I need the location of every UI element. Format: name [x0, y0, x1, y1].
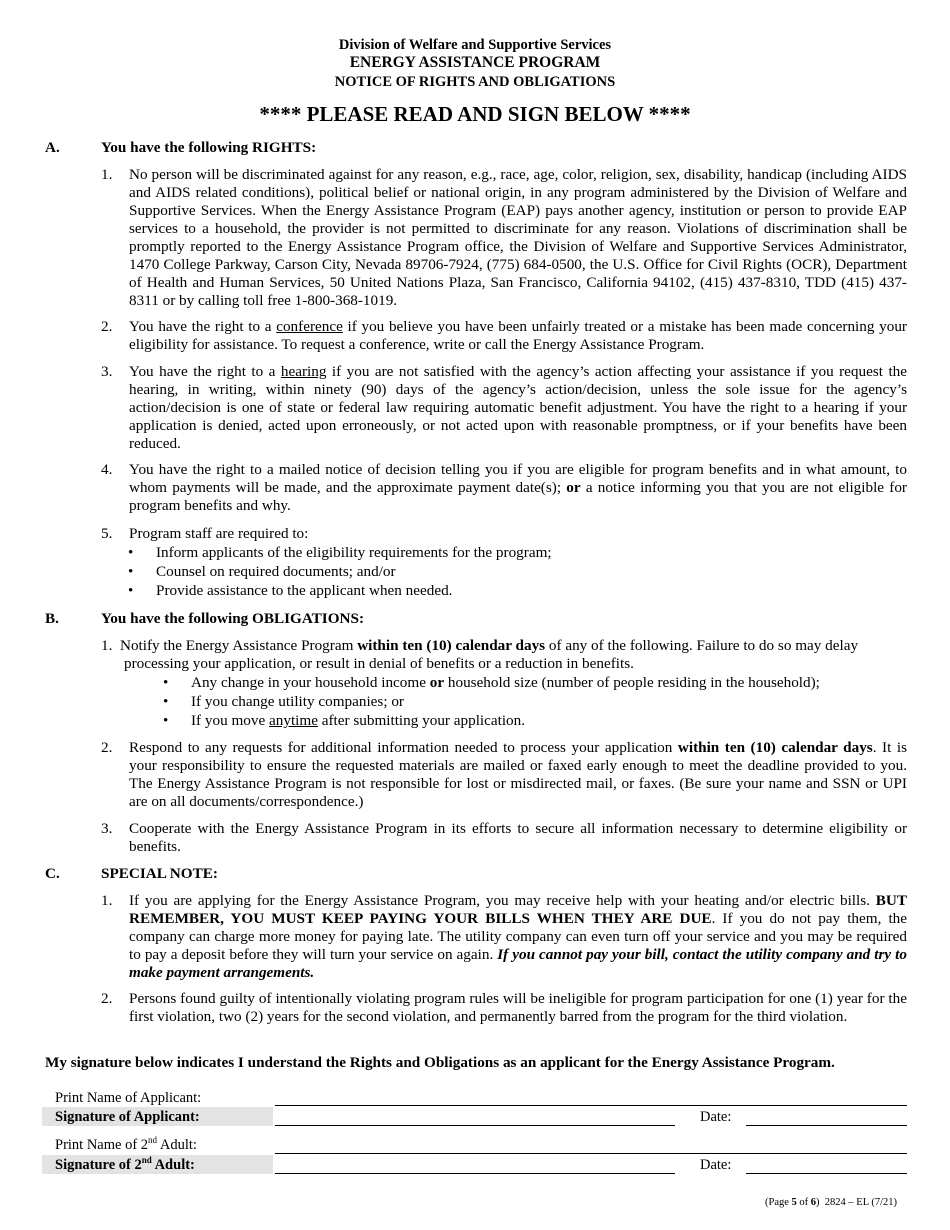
obligations-item-2: [101, 739, 907, 811]
special-note-item-1-text: If you are applying for the Energy Assistance Program, you may receive help with your heating and/or electric bills. BUT REMEMBER, YOU MUST KEEP PAYING YOUR BILLS WHEN THEY ARE DUE. If you do not pay them, the company can charge more money for paying late. The utility company can even turn off your service and you may be required to pay a deposit before they will turn your service on again. If you cannot pay your bill, contact the utility company and try to make payment arrangements.: [129, 892, 908, 981]
special-note-item-1: [101, 892, 907, 982]
obligations-item-1-line2: processing your application, or result in denial of benefits or a reduction in benefits.: [124, 655, 634, 672]
applicant-date-label: Date:: [700, 1109, 732, 1125]
section-a-letter: A.: [45, 139, 60, 156]
hearing-term: hearing: [280, 363, 327, 380]
document-page: Division of Welfare and Supportive Services ENERGY ASSISTANCE PROGRAM NOTICE OF RIGHTS AND OBLIGATIONS **** PLEASE READ AND SIGN BELOW **** A. You have the following RIGHTS: 1. No person will be discriminated against for any reason, e.g., race, age, color, religion, sex, disability, handicap (including AIDS and AIDS related conditions), political belief or national origin, in any program administered by the Division of Welfare and Supportive Services. When the Energy Assistance Program (EAP) pays another agency, institution or person to provide EAP services to a household, the provider is not permitted to discriminate for any reason. Violations of discrimination shall be promptly reported to the Energy Assistance Program office, the Division of Welfare and Supportive Services Administrator, 1470 College Parkway, Carson City, Nevada 89706-7924, (775) 684-0500, the U.S. Office for Civil Rights (OCR), Department of Health and Human Services, 50 United Nations Plaza, San Francisco, California 94102, (415) 437-8310, TDD (415) 437-8311 or by calling toll free 1-800-368-1019. 2. You have the right to a conference if you believe you have been unfairly treated or a mistake has been made concerning your eligibility for assistance. To request a conference, write or call the Energy Assistance Program. 3. You have the right to a hearing if you are not satisfied with the agency’s action affecting your assistance if you request the hearing, in writing, within ninety (90) days of the agency’s action/decision, unless the sole issue for the agency’s action/decision is one of state or federal law requiring automatic benefit adjustment. You have the right to a hearing if your application is denied, acted upon erroneously, or not acted upon with reasonable promptness, or if your benefits have been reduced. 4. You have the right to a mailed notice of decision telling you if you are eligible for program benefits and in what amount, to whom payments will be made, and the approximate payment date(s); or a notice informing you that you are not eligible for program benefits and why. 5. Program staff are required to: • Inform applicants of the eligibility requirements for the program; • Counsel on required documents; and/or • Provide assistance to the applicant when needed. B. You have the following OBLIGATIONS: 1. Notify the Energy Assistance Program within ten (10) calendar days of any of the following. Failure to do so may delay processing your application, or result in denial of benefits or a reduction in benefits. • Any change in your household income or household size (number of people residing in the household); • If you change utility companies; or • If you move anytime after submitting your application. 2. Respond to any requests for additional information needed to process your application within ten (10) calendar days. It is your responsibility to ensure the requested materials are mailed or faxed early enough to meet the deadline provided to you. The Energy Assistance Program is not responsible for lost or misdirected mail, or faxes. (Be sure your name and SSN or UPI are on all documents/correspondence.) 3. Cooperate with the Energy Assistance Program in its efforts to secure all information necessary to determine eligibility or benefits. C. SPECIAL NOTE: 1. If you are applying for the Energy Assistance Program, you may receive help with your heating and/or electric bills. BUT REMEMBER, YOU MUST KEEP PAYING YOUR BILLS WHEN THEY ARE DUE. If you do not pay them, the company can charge more money for paying late. The utility company can even turn off your service and you may be required to pay a deposit before they will turn your service on again. If you cannot pay your bill, contact the utility company and try to make payment arrangements. 2. Persons found guilty of intentionally violating program rules will be ineligible for program participation for one (1) year for the first violation, two (2) years for the second violation, and permanently barred from the program for the third violation. My signature below indicates I understand the Rights and Obligations as an applicant for the Energy Assistance Program. Print Name of Applicant: Signature of Applicant: Date: Print Name of 2nd Adult: Signature of 2nd Adult: Date: (Page 5 of 6) 2824 – EL (7/21): [0, 0, 950, 1230]
signature-applicant-field[interactable]: [275, 1125, 675, 1126]
rights-item-3: [101, 363, 907, 453]
rights-item-1-text: No person will be discriminated against for any reason, e.g., race, age, color, religion, sex, disability, handicap (including AIDS and AIDS related conditions), political belief or national origin, in any program administered by the Division of Welfare and Supportive Services. When the Energy Assistance Program (EAP) pays another agency, institution or person to provide EAP services to a household, the provider is not permitted to discriminate for any reason. Violations of discrimination shall be promptly reported to the Energy Assistance Program office, the Division of Welfare and Supportive Services Administrator, 1470 College Parkway, Carson City, Nevada 89706-7924, (775) 684-0500, the U.S. Office for Civil Rights (OCR), Department of Health and Human Services, 50 United Nations Plaza, San Francisco, California 94102, (415) 437-8310, TDD (415) 437-8311 or by calling toll free 1-800-368-1019.: [129, 166, 907, 309]
rights-item-3-text: You have the right to a hearing if you are not satisfied with the agency’s action affecting your assistance if you request the hearing, in writing, within ninety (90) days of the agency’s action/decision, unless the sole issue for the agency’s action/decision is one of state or federal law requiring automatic benefit adjustment. You have the right to a hearing if your application is denied, acted upon erroneously, or not acted upon with reasonable promptness, or if your benefits have been reduced.: [129, 363, 907, 452]
signature-applicant-label: Signature of Applicant:: [55, 1109, 200, 1125]
item-number: 1.: [101, 892, 113, 909]
program-heading: ENERGY ASSISTANCE PROGRAM: [349, 54, 601, 71]
obligations-item-2-text: Respond to any requests for additional information needed to process your application within ten (10) calendar days. It is your responsibility to ensure the requested materials are mailed or faxed early enough to meet the deadline provided to you. The Energy Assistance Program is not responsible for lost or misdirected mail, or faxes. (Be sure your name and SSN or UPI are on all documents/correspondence.): [129, 739, 907, 810]
read-sign-banner: **** PLEASE READ AND SIGN BELOW ****: [259, 102, 691, 126]
rights-item-5-text: Program staff are required to:: [129, 525, 309, 542]
page-footer: (Page 5 of 6) 2824 – EL (7/21): [765, 1197, 898, 1208]
item-number: 2.: [101, 990, 113, 1007]
bullet-icon: •: [128, 544, 134, 561]
item-number: 5.: [101, 525, 113, 542]
rights-item-2: [101, 318, 907, 354]
applicant-date-field[interactable]: [746, 1125, 907, 1126]
signature-adult-field[interactable]: [275, 1173, 675, 1174]
bullet-icon: •: [163, 674, 169, 691]
item-number: 1.: [101, 166, 113, 183]
section-b-letter: B.: [45, 610, 59, 627]
item-number: 2.: [101, 739, 113, 756]
print-name-adult-label: Print Name of 2nd Adult:: [55, 1135, 197, 1153]
bullet-icon: •: [128, 563, 134, 580]
rights-item-4-text: You have the right to a mailed notice of decision telling you if you are eligible for program benefits and in what amount, to whom payments will be made, and the approximate payment date(s); or a notice informing you that you are not eligible for program benefits and why.: [129, 461, 907, 514]
obligations-item-3: [101, 820, 907, 856]
item-number: 4.: [101, 461, 113, 478]
certification-statement: My signature below indicates I understand the Rights and Obligations as an applicant for the Energy Assistance Program.: [45, 1054, 835, 1071]
print-name-applicant-field[interactable]: [275, 1105, 907, 1106]
print-name-applicant-label: Print Name of Applicant:: [55, 1090, 202, 1106]
anytime-term: anytime: [269, 712, 318, 729]
adult-date-label: Date:: [700, 1157, 732, 1173]
bullet-icon: •: [128, 582, 134, 599]
conference-term: conference: [276, 318, 343, 335]
form-id: 2824 – EL (7/21): [824, 1197, 898, 1208]
item-number: 3.: [101, 363, 113, 380]
item-number: 1.: [101, 637, 113, 654]
section-b-title: You have the following OBLIGATIONS:: [101, 610, 365, 627]
section-a-title: You have the following RIGHTS:: [101, 139, 317, 156]
obligations-item-1: [101, 637, 907, 673]
signature-adult-label: Signature of 2nd Adult:: [55, 1155, 195, 1173]
special-note-item-2-text: Persons found guilty of intentionally violating program rules will be ineligible for program participation for one (1) year for the first violation, two (2) years for the second violation, and permanently barred from the program for the third violation.: [129, 990, 907, 1025]
item-number: 2.: [101, 318, 113, 335]
section-c-title: SPECIAL NOTE:: [101, 865, 218, 882]
rights-item-4: [101, 461, 907, 515]
bullet-icon: •: [163, 712, 169, 729]
print-name-adult-field[interactable]: [275, 1153, 907, 1154]
obligations-item-3-text: Cooperate with the Energy Assistance Program in its efforts to secure all information necessary to determine eligibility or benefits.: [129, 820, 907, 855]
section-c-letter: C.: [45, 865, 60, 882]
adult-date-field[interactable]: [746, 1173, 907, 1174]
rights-item-2-text: You have the right to a conference if you believe you have been unfairly treated or a mistake has been made concerning your eligibility for assistance. To request a conference, write or call the Energy Assistance Program.: [129, 318, 907, 353]
bullet-icon: •: [163, 693, 169, 710]
obligations-item-1-line1: 1. Notify the Energy Assistance Program within ten (10) calendar days of any of the following. Failure to do so may delay: [101, 637, 859, 654]
division-heading: Division of Welfare and Supportive Services: [338, 37, 612, 53]
special-note-item-2: [101, 990, 907, 1026]
rights-item-1: [101, 166, 907, 310]
rights-item-5: [101, 525, 907, 543]
notice-heading: NOTICE OF RIGHTS AND OBLIGATIONS: [334, 74, 616, 90]
item-number: 3.: [101, 820, 113, 837]
